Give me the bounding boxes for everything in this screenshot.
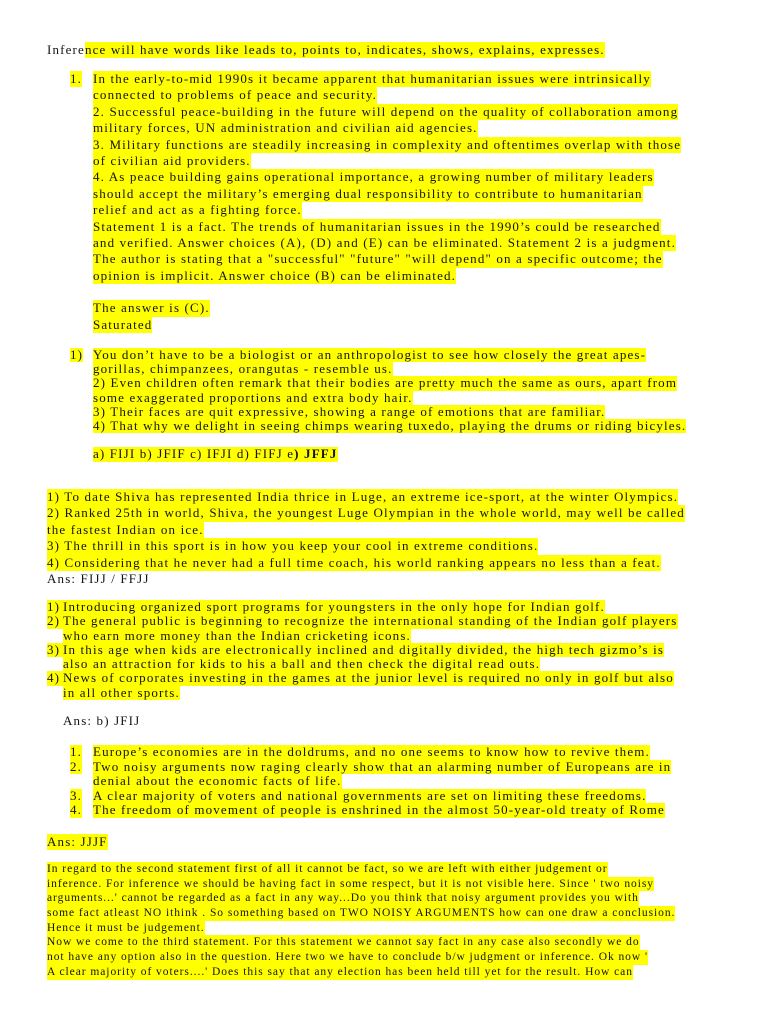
set2-line-text: 2) Even children often remark that their bodies are pretty much the same as ours, apart from xyxy=(93,375,678,391)
set1-line-text: should accept the military’s emerging dual responsibility to contribute to humanitarian xyxy=(93,185,643,201)
set5-list-number: 3. xyxy=(70,787,83,803)
set3-answer-row xyxy=(0,571,768,587)
set4-answer-row xyxy=(0,714,768,728)
explanation-row xyxy=(0,877,768,892)
set1-row xyxy=(0,268,768,284)
explanation-row xyxy=(0,950,768,965)
set4-row xyxy=(0,657,768,671)
set5-row xyxy=(0,774,768,789)
set1-row xyxy=(0,120,768,136)
set2-list-number: 1) xyxy=(70,347,84,362)
explanation-line-text: In regard to the second statement first of all it cannot be fact, so we are left with either judgement or xyxy=(47,863,608,875)
set1-row xyxy=(0,104,768,120)
set4-line-text: News of corporates investing in the games at the junior level is required no only in golf but also xyxy=(63,670,674,686)
set1-answer-row xyxy=(0,300,768,316)
set1-line-text: military forces, UN administration and civilian aid agencies. xyxy=(93,120,478,136)
set1-row xyxy=(0,186,768,202)
explanation-line-text: Hence it must be judgement. xyxy=(47,921,205,934)
set5-line-text: denial about the economic facts of life. xyxy=(93,773,342,788)
set4-line-text: In this age when kids are electronically inclined and digitally divided, the high tech gizmo’s is xyxy=(63,641,665,657)
set4-line-text: also an attraction for kids to his a ball and then check the digital read outs. xyxy=(63,656,541,672)
set5-list-number: 2. xyxy=(70,758,83,774)
set2-row xyxy=(0,419,768,433)
question-set-4 xyxy=(0,600,768,729)
set1-row xyxy=(0,71,768,87)
set3-row xyxy=(0,489,768,505)
question-set-1 xyxy=(0,71,768,333)
set4-list-number: 3) xyxy=(47,643,63,657)
set4-line-text: The general public is beginning to recognize the international standing of the Indian golf players xyxy=(63,613,678,629)
set1-line-text: In the early-to-mid 1990s it became apparent that humanitarian issues were intrinsically xyxy=(93,71,651,86)
set4-list-number: 4) xyxy=(47,671,63,685)
set1-row xyxy=(0,153,768,169)
set4-list-number: 1) xyxy=(47,600,63,614)
set4-row xyxy=(0,629,768,643)
set4-line-text: in all other sports. xyxy=(63,684,180,700)
set1-line-text: 3. Military functions are steadily increasing in complexity and oftentimes overlap with those xyxy=(93,136,682,152)
set5-line-text: Two noisy arguments now raging clearly show that an alarming number of Europeans are in xyxy=(93,758,672,774)
intro-highlighted-text: nce will have words like leads to, points to, indicates, shows, explains, expresses. xyxy=(84,42,605,57)
set5-list-number: 1. xyxy=(70,744,83,759)
set2-options-row xyxy=(0,447,768,461)
set4-line-text: Introducing organized sport programs for youngsters in the only hope for Indian golf. xyxy=(63,599,605,614)
set5-line-text: A clear majority of voters and national governments are set on limiting these freedoms. xyxy=(93,787,647,803)
set5-answer-row xyxy=(0,834,768,850)
intro-section xyxy=(0,42,768,58)
explanation-row xyxy=(0,965,768,980)
set4-row xyxy=(0,671,768,685)
explanation-row xyxy=(0,862,768,877)
set4-row xyxy=(0,643,768,657)
set4-row xyxy=(0,614,768,628)
set1-row xyxy=(0,235,768,251)
set4-list-number: 2) xyxy=(47,614,63,628)
set3-answer: Ans: FIJJ / FFJJ xyxy=(47,570,150,586)
set4-answer: Ans: b) JFIJ xyxy=(63,713,141,729)
set3-row xyxy=(0,522,768,538)
set3-row xyxy=(0,538,768,554)
explanation-line-text: not have any option also in the question. Here two we have to conclude b/w judgment or inference. Ok now ' xyxy=(47,951,648,964)
set2-line-text: You don’t have to be a biologist or an anthropologist to see how closely the great apes- xyxy=(93,347,647,362)
set5-answer-section xyxy=(0,834,768,850)
set1-line-text: 2. Successful peace-building in the future will depend on the quality of collaboration among xyxy=(93,103,679,119)
set3-line-text: the fastest Indian on ice. xyxy=(47,521,204,537)
set5-row xyxy=(0,745,768,760)
set5-row xyxy=(0,789,768,804)
set1-row xyxy=(0,202,768,218)
set3-row xyxy=(0,505,768,521)
intro-line xyxy=(0,42,768,58)
set5-row xyxy=(0,803,768,818)
set1-row xyxy=(0,137,768,153)
set1-line-text: The author is stating that a "successful" "future" "will depend" on a specific outcome; the xyxy=(93,251,663,267)
set1-row xyxy=(0,219,768,235)
set1-note-row xyxy=(0,317,768,333)
set1-row xyxy=(0,87,768,103)
set2-line-text: 4) That why we delight in seeing chimps wearing tuxedo, playing the drums or riding bicyles. xyxy=(93,417,687,433)
explanation-row xyxy=(0,906,768,921)
set2-row xyxy=(0,376,768,390)
explanation-row xyxy=(0,921,768,936)
set1-line-text: of civilian aid providers. xyxy=(93,152,251,168)
set3-line-text: 4) Considering that he never had a full time coach, his world ranking appears no less than a feat. xyxy=(47,554,661,570)
set3-row xyxy=(0,555,768,571)
set1-list-number: 1. xyxy=(70,71,83,86)
set5-line-text: The freedom of movement of people is enshrined in the almost 50-year-old treaty of Rome xyxy=(93,802,665,817)
set1-answer: The answer is (C). xyxy=(93,300,210,316)
set4-row xyxy=(0,600,768,614)
set5-list-number: 4. xyxy=(70,802,83,817)
set2-row xyxy=(0,391,768,405)
set5-line-text: Europe’s economies are in the doldrums, and no one seems to know how to revive them. xyxy=(93,744,650,759)
question-set-2 xyxy=(0,348,768,462)
explanation-line-text: inference. For inference we should be having fact in some respect, but it is not visible here. Since ' two noisy xyxy=(47,877,654,890)
set1-line-text: connected to problems of peace and security. xyxy=(93,87,378,103)
set2-options-answer: ) JFFJ xyxy=(294,446,338,462)
set1-line-text: relief and act as a fighting force. xyxy=(93,202,302,218)
set2-line-text: 3) Their faces are quit expressive, showing a range of emotions that are familiar. xyxy=(93,403,606,419)
set2-line-text: gorillas, chimpanzees, orangutas - resemble us. xyxy=(93,361,393,377)
set3-line-text: 2) Ranked 25th in world, Shiva, the youngest Luge Olympian in the whole world, may well be called xyxy=(47,505,685,521)
set1-note: Saturated xyxy=(93,316,153,332)
intro-lead-text: Infere xyxy=(47,42,85,57)
explanation-line-text: arguments...' cannot be regarded as a fact in any way...Do you think that noisy argument provides you with xyxy=(47,892,639,905)
set5-row xyxy=(0,760,768,775)
explanation-line-text: some fact atleast NO ithink . So something based on TWO NOISY ARGUMENTS how can one draw a conclusion. xyxy=(47,907,676,920)
set1-line-text: 4. As peace building gains operational importance, a growing number of military leaders xyxy=(93,169,654,185)
set2-options xyxy=(93,447,338,461)
set5-answer: Ans: JJJF xyxy=(47,834,108,849)
explanation-row xyxy=(0,891,768,906)
set2-row xyxy=(0,348,768,362)
explanation-paragraph xyxy=(0,862,768,980)
set2-options-text: a) FIJI b) JFIF c) IFJI d) FIFJ e xyxy=(93,446,295,462)
set1-row xyxy=(0,169,768,185)
explanation-row xyxy=(0,935,768,950)
set3-line-text: 3) The thrill in this sport is in how you keep your cool in extreme conditions. xyxy=(47,538,539,554)
question-set-3 xyxy=(0,489,768,587)
explanation-line-text: Now we come to the third statement. For this statement we cannot say fact in any case also secondly we do xyxy=(47,936,640,949)
set1-line-text: opinion is implicit. Answer choice (B) can be eliminated. xyxy=(93,267,457,283)
set4-row xyxy=(0,686,768,700)
set1-row xyxy=(0,251,768,267)
question-set-5 xyxy=(0,745,768,818)
explanation-line-text: A clear majority of voters....' Does this say that any election has been held till yet for the result. How can xyxy=(47,965,633,978)
set1-line-text: Statement 1 is a fact. The trends of humanitarian issues in the 1990’s could be researched xyxy=(93,218,661,234)
set4-line-text: who earn more money than the Indian cricketing icons. xyxy=(63,627,411,643)
set2-row xyxy=(0,362,768,376)
set2-line-text: some exaggerated proportions and extra body hair. xyxy=(93,389,413,405)
set2-row xyxy=(0,405,768,419)
set1-line-text: and verified. Answer choices (A), (D) and (E) can be eliminated. Statement 2 is a judgment. xyxy=(93,234,676,250)
set3-line-text: 1) To date Shiva has represented India thrice in Luge, an extreme ice-sport, at the winter Olympics. xyxy=(47,489,679,504)
